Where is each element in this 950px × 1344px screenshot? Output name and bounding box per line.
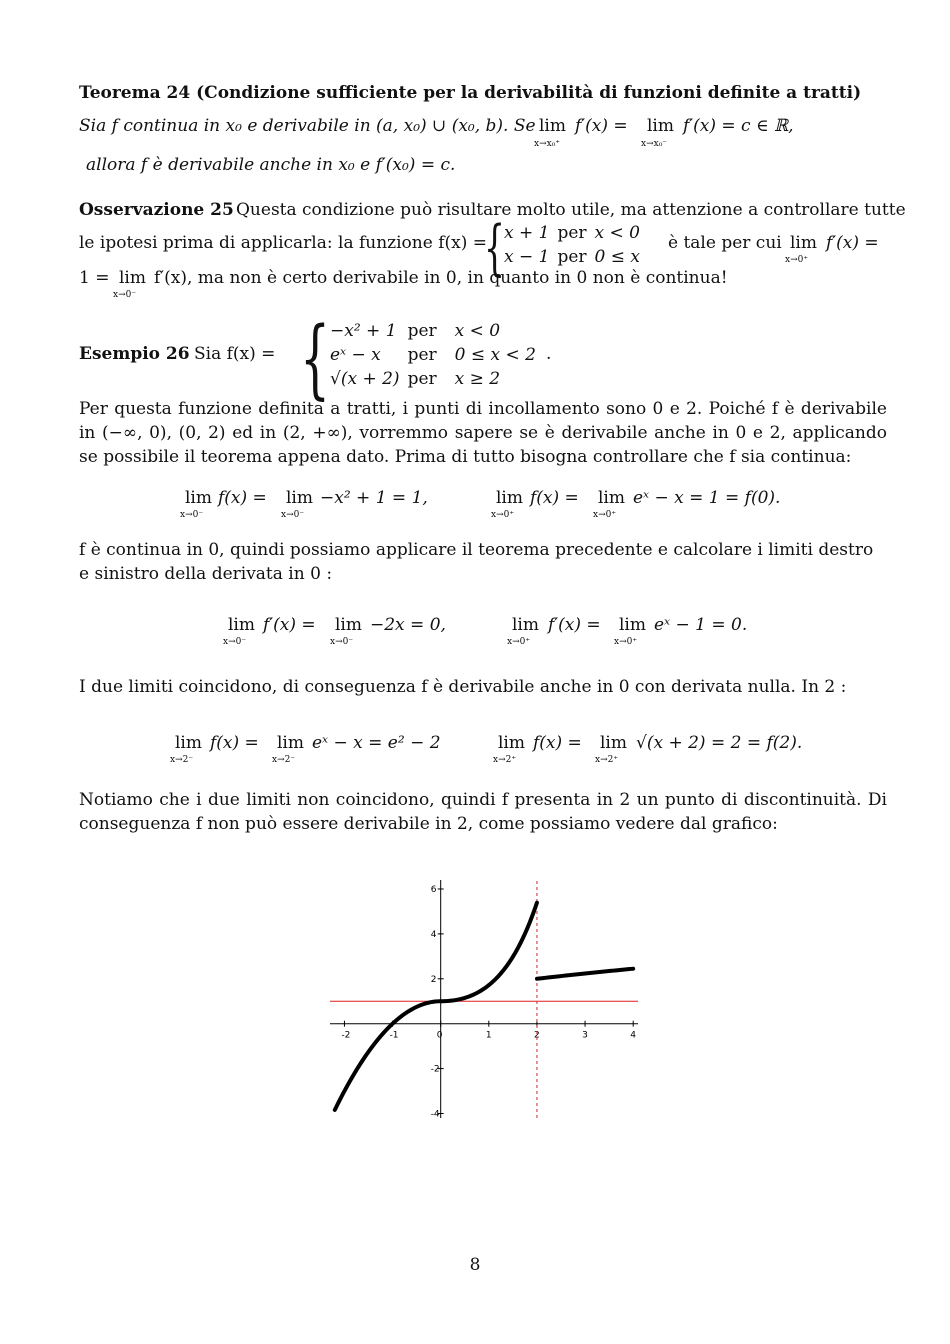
curve-piece-2 xyxy=(441,903,537,1002)
lim-2-sub: x→x₀⁻ xyxy=(641,139,668,149)
lim-13-sub: x→2⁻ xyxy=(170,755,194,765)
x-tick-label: 4 xyxy=(630,1030,636,1041)
lim-11: lim xyxy=(512,615,539,635)
observation-label: Osservazione 25 xyxy=(79,200,234,220)
lim-11-sub: x→0⁺ xyxy=(507,637,531,647)
lim-6-sub: x→0⁻ xyxy=(281,510,305,520)
lim-12: lim xyxy=(619,615,646,635)
lim-4: lim xyxy=(119,268,146,288)
lim-10: lim xyxy=(335,615,362,635)
y-tick-label: 6 xyxy=(430,884,437,895)
x-tick-label: 1 xyxy=(485,1030,492,1041)
lim-3-sub: x→0⁺ xyxy=(785,255,809,265)
graph-curves xyxy=(330,880,638,1118)
eq2-right2: eˣ − 1 = 0. xyxy=(654,615,748,635)
case3-cond: x ≥ 2 xyxy=(454,369,501,389)
lim-12-sub: x→0⁺ xyxy=(614,637,638,647)
example-lead: Sia f(x) = xyxy=(194,344,276,364)
lim-7: lim xyxy=(496,488,523,508)
page-number: 8 xyxy=(469,1255,481,1275)
example-cases xyxy=(330,319,544,391)
lim-8-sub: x→0⁺ xyxy=(593,510,617,520)
case1-expr: −x² + 1 xyxy=(330,321,397,341)
lim-9: lim xyxy=(228,615,255,635)
y-tick-label: 4 xyxy=(430,929,437,940)
theorem-line1-c: f′(x) = c ∈ ℝ, xyxy=(683,116,794,136)
lim-1-sub: x→x₀⁺ xyxy=(534,139,561,149)
obs-cases xyxy=(504,221,648,269)
obs-case2-cond: 0 ≤ x xyxy=(594,247,641,267)
case1-per: per xyxy=(407,321,437,341)
lim-15: lim xyxy=(498,733,525,753)
eq1-left2: −x² + 1 = 1, xyxy=(320,488,428,508)
curve-piece-1 xyxy=(335,1001,441,1110)
lim-7-sub: x→0⁺ xyxy=(491,510,515,520)
lim-3: lim xyxy=(790,233,817,253)
case2-per: per xyxy=(407,345,437,365)
example-brace: { xyxy=(300,309,331,409)
eq2-left2: −2x = 0, xyxy=(370,615,446,635)
eq3-left2: eˣ − x = e² − 2 xyxy=(312,733,441,753)
function-graph xyxy=(320,870,650,1130)
eq3-left: f(x) = xyxy=(210,733,259,753)
eq3-right2: √(x + 2) = 2 = f(2). xyxy=(636,733,803,753)
case3-per: per xyxy=(407,369,437,389)
eq3-right: f(x) = xyxy=(533,733,582,753)
x-tick-label: 2 xyxy=(533,1030,540,1041)
lim-13: lim xyxy=(175,733,202,753)
obs-case1-expr: x + 1 xyxy=(504,223,550,243)
theorem-line1-a: Sia f continua in x₀ e derivabile in (a, x₀) ∪ (x₀, b). Se xyxy=(79,116,536,136)
eq1-left: f(x) = xyxy=(218,488,267,508)
graph-axes xyxy=(330,880,638,1118)
case2-expr: eˣ − x xyxy=(330,345,381,365)
graph-ticks xyxy=(341,885,636,1120)
lim-6: lim xyxy=(286,488,313,508)
example-para1: Per questa funzione definita a tratti, i punti di incollamento sono 0 e 2. Poiché f è derivabile in (−∞, 0), (0, 2) ed in (2, +∞), vorremmo sapere se è derivabile anche in 0 e 2, applicando se possibile il teorema appena dato. Prima di tutto bisogna controllare che f sia continua: xyxy=(79,399,887,467)
theorem-heading: Teorema 24 (Condizione sufficiente per la derivabilità di funzioni definite a tratti) xyxy=(79,83,862,103)
lim-15-sub: x→2⁺ xyxy=(493,755,517,765)
eq1-right2: eˣ − x = 1 = f(0). xyxy=(633,488,781,508)
example-para4: Notiamo che i due limiti non coincidono, quindi f presenta in 2 un punto di discontinuità. Di conseguenza f non può essere derivabile in 2, come possiamo vedere dal grafico: xyxy=(79,790,887,834)
example-end: . xyxy=(546,344,552,364)
lim-10-sub: x→0⁻ xyxy=(330,637,354,647)
x-tick-label: 0 xyxy=(436,1030,443,1041)
obs-case2-expr: x − 1 xyxy=(504,247,550,267)
obs-brace: { xyxy=(484,213,506,283)
y-tick-label: -2 xyxy=(430,1064,440,1075)
theorem-line1-b: f′(x) = xyxy=(575,116,628,136)
y-tick-label: 2 xyxy=(430,974,437,985)
observation-line2-a: le ipotesi prima di applicarla: la funzione f(x) = xyxy=(79,233,487,253)
curve-piece-3 xyxy=(537,969,633,979)
case1-cond: x < 0 xyxy=(454,321,501,341)
eq2-right: f′(x) = xyxy=(548,615,601,635)
lim-5-sub: x→0⁻ xyxy=(180,510,204,520)
eq2-left: f′(x) = xyxy=(263,615,316,635)
lim-4-sub: x→0⁻ xyxy=(113,290,137,300)
example-para2: f è continua in 0, quindi possiamo applicare il teorema precedente e calcolare i limiti destro e sinistro della derivata in 0 : xyxy=(79,540,874,584)
lim-14-sub: x→2⁻ xyxy=(272,755,296,765)
x-tick-label: -1 xyxy=(389,1030,399,1041)
case3-expr: √(x + 2) xyxy=(330,369,400,389)
example-para3: I due limiti coincidono, di conseguenza f è derivabile anche in 0 con derivata nulla. In 2 : xyxy=(79,677,847,697)
observation-line1: Questa condizione può risultare molto utile, ma attenzione a controllare tutte xyxy=(236,200,906,220)
x-tick-label: 3 xyxy=(582,1030,588,1041)
lim-5: lim xyxy=(185,488,212,508)
lim-2: lim xyxy=(647,116,674,136)
y-tick-label: -4 xyxy=(430,1109,440,1120)
obs-case1-per: per xyxy=(557,223,587,243)
example-label: Esempio 26 xyxy=(79,344,190,364)
lim-14: lim xyxy=(277,733,304,753)
eq1-right: f(x) = xyxy=(530,488,579,508)
x-tick-label: -2 xyxy=(341,1030,351,1041)
observation-line2-c: f′(x) = xyxy=(826,233,879,253)
theorem-line2: allora f è derivabile anche in x₀ e f′(x₀) = c. xyxy=(86,155,456,175)
lim-9-sub: x→0⁻ xyxy=(223,637,247,647)
lim-1: lim xyxy=(539,116,566,136)
observation-line3-a: 1 = xyxy=(79,268,110,288)
lim-16: lim xyxy=(600,733,627,753)
observation-line2-b: è tale per cui xyxy=(668,233,782,253)
case2-cond: 0 ≤ x < 2 xyxy=(454,345,536,365)
lim-16-sub: x→2⁺ xyxy=(595,755,619,765)
obs-case2-per: per xyxy=(557,247,587,267)
lim-8: lim xyxy=(598,488,625,508)
observation-line3-b: f′(x), ma non è certo derivabile in 0, in quanto in 0 non è continua! xyxy=(154,268,728,288)
obs-case1-cond: x < 0 xyxy=(594,223,641,243)
